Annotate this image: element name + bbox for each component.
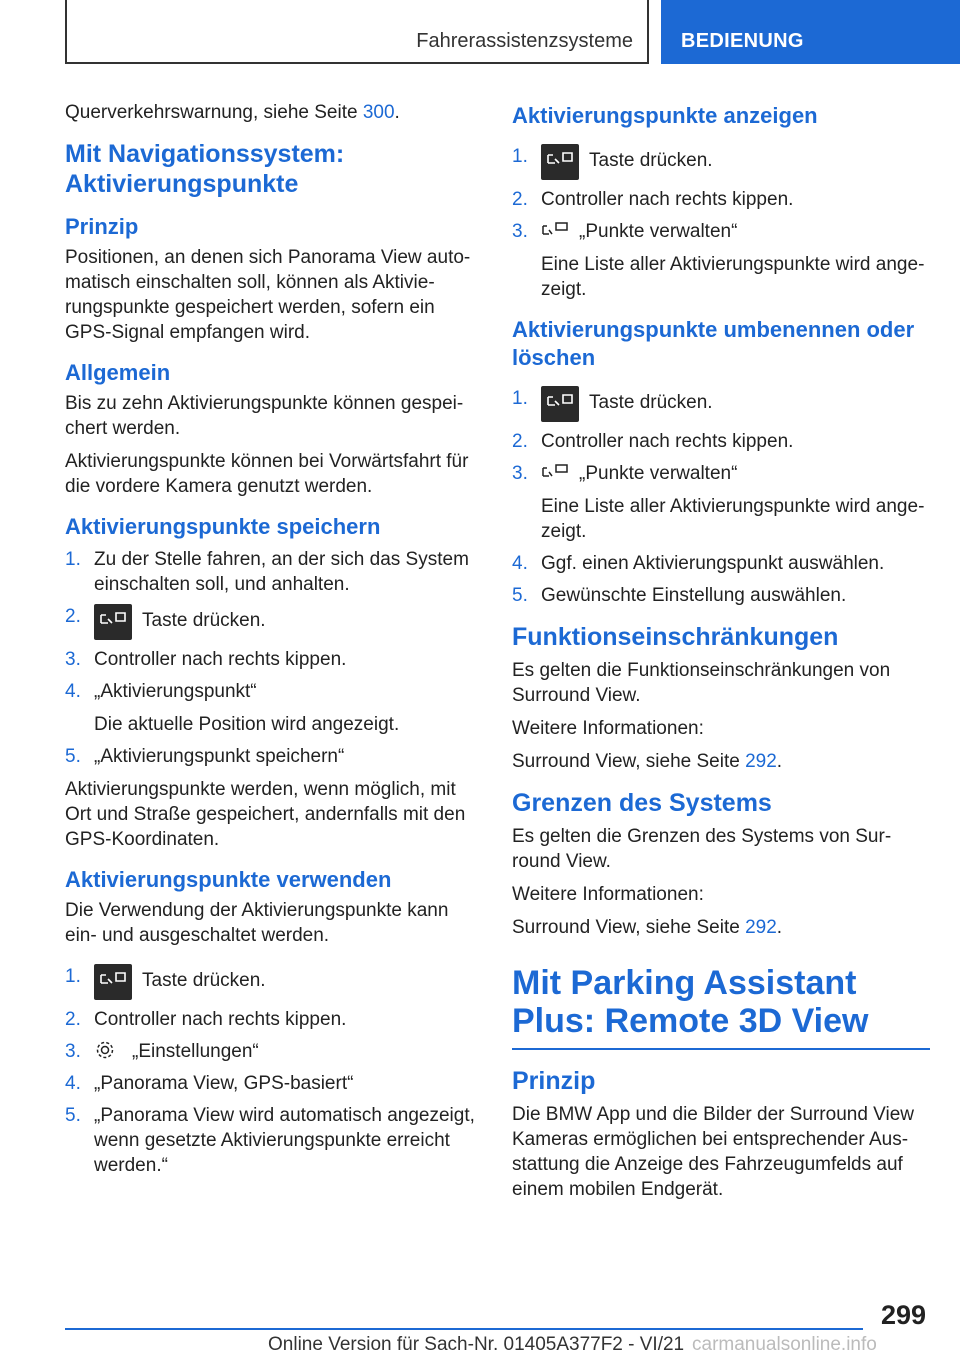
heading-allgemein: Allgemein (65, 360, 171, 385)
heading-speichern: Aktivierungspunkte speichern (65, 514, 381, 539)
heading-parking-assistant: Mit Parking Assistant Plus: Remote 3D View (512, 964, 930, 1050)
footer-divider (65, 1328, 863, 1330)
list-item: 3. „Punkte verwalten“ Eine Liste aller Aktivierungspunkte wird angezeigt. (512, 221, 925, 300)
paragraph-grenzen-1: Es gelten die Grenzen des Systems von Surround View. (512, 826, 892, 872)
list-item: 3. Controller nach rechts kippen. (65, 649, 347, 670)
page-link-300[interactable]: 300 (362, 102, 395, 123)
steps-umbenennen (512, 386, 930, 608)
list-item: 1. Taste drücken. (65, 964, 477, 1000)
list-item: 1. Zu der Stelle fahren, an der sich das System einschalten soll, und anhalten. (65, 549, 469, 595)
paragraph-funktion-1: Es gelten die Funktionseinschränkungen von Surround View. (512, 660, 891, 706)
page-number: 299 (880, 1300, 926, 1330)
header-tab[interactable] (661, 0, 960, 64)
paragraph-prinzip-2: Die BMW App und die Bilder der Surround View Kameras ermöglichen bei entsprechender Ausstattung die Anzeige des Fahrzeugumfelds auf einem mobilen Endgerät. (512, 1104, 915, 1200)
heading-funktionseinschraenkungen: Funktionseinschränkungen (512, 623, 839, 651)
list-item: 4. „Panorama View, GPS-basiert“ (65, 1073, 354, 1094)
list-item: 2. Taste drücken. (65, 604, 477, 640)
page-link-292[interactable]: 292 (745, 751, 777, 772)
heading-verwenden: Aktivierungspunkte verwenden (65, 867, 392, 892)
intro-paragraph: Querverkehrswarnung, siehe Seite 300. (65, 102, 400, 123)
heading-prinzip: Prinzip (65, 214, 139, 239)
manage-points-icon (541, 462, 571, 482)
list-item: 2. Controller nach rechts kippen. (512, 189, 794, 210)
list-item: 5. „Panorama View wird automatisch angezeigt, wenn gesetzte Aktivierungspunkte erreicht werden.“ (65, 1105, 475, 1176)
paragraph-allgemein-2: Aktivierungspunkte können bei Vorwärtsfahrt für die vordere Kamera genutzt werden. (65, 451, 469, 497)
list-item: 1. Taste drücken. (512, 386, 930, 422)
list-item: 2. Controller nach rechts kippen. (512, 431, 794, 452)
list-item: 2. Controller nach rechts kippen. (65, 1009, 347, 1030)
steps-verwenden (65, 964, 477, 1178)
paragraph-allgemein-1: Bis zu zehn Aktivierungspunkte können gespeichert werden. (65, 393, 464, 439)
paragraph-grenzen-2: Weitere Informationen: (512, 884, 704, 905)
steps-anzeigen (512, 144, 930, 302)
right-column (512, 100, 930, 1210)
header-tab-label: BEDIENUNG (681, 30, 804, 52)
paragraph-funktion-3: Surround View, siehe Seite 292. (512, 751, 783, 772)
camera-button-icon (541, 144, 579, 180)
heading-anzeigen: Aktivierungspunkte anzeigen (512, 103, 818, 128)
camera-button-icon (94, 604, 132, 640)
paragraph-funktion-2: Weitere Informationen: (512, 718, 704, 739)
paragraph-grenzen-3: Surround View, siehe Seite 292. (512, 917, 783, 938)
page-link-292[interactable]: 292 (745, 917, 777, 938)
left-column (65, 100, 477, 1186)
list-item: 1. Taste drücken. (512, 144, 930, 180)
manage-points-icon (541, 220, 571, 240)
list-item: 3. „Punkte verwalten“ Eine Liste aller Aktivierungspunkte wird angezeigt. (512, 463, 925, 542)
camera-button-icon (94, 964, 132, 1000)
heading-grenzen: Grenzen des Systems (512, 789, 772, 817)
gear-icon (94, 1040, 124, 1060)
paragraph-verwenden: Die Verwendung der Aktivierungspunkte kann ein- und ausgeschaltet werden. (65, 900, 449, 946)
list-item: 3. „Einstellungen“ (65, 1041, 259, 1062)
list-item: 4. Ggf. einen Aktivierungspunkt auswählen. (512, 553, 885, 574)
heading-prinzip-2: Prinzip (512, 1067, 596, 1095)
camera-button-icon (541, 386, 579, 422)
header-section (65, 0, 649, 64)
list-item: 4. „Aktivierungspunkt“ Die aktuelle Position wird angezeigt. (65, 681, 400, 735)
list-item: 5. Gewünschte Einstellung auswählen. (512, 585, 847, 606)
list-item: 5. „Aktivierungspunkt speichern“ (65, 746, 345, 767)
heading-navigation: Mit Navigationssystem: Aktivierungspunkte (65, 140, 345, 198)
steps-speichern (65, 547, 477, 769)
paragraph-prinzip: Positionen, an denen sich Panorama View automatisch einschalten soll, können als Aktivierungspunkte gespeichert werden, sofern ein GPS-Signal empfangen wird. (65, 247, 471, 343)
footer-text: Online Version für Sach-Nr. 01405A377F2 - VI/21 (268, 1334, 685, 1355)
heading-umbenennen: Aktivierungspunkte umbenennen oder löschen (512, 317, 915, 370)
header-section-title: Fahrerassistenzsysteme (416, 30, 633, 52)
paragraph-speichern-after: Aktivierungspunkte werden, wenn möglich, mit Ort und Straße gespeichert, andernfalls mit den GPS-Koordinaten. (65, 779, 466, 850)
watermark: carmanualsonline.info (692, 1334, 877, 1355)
